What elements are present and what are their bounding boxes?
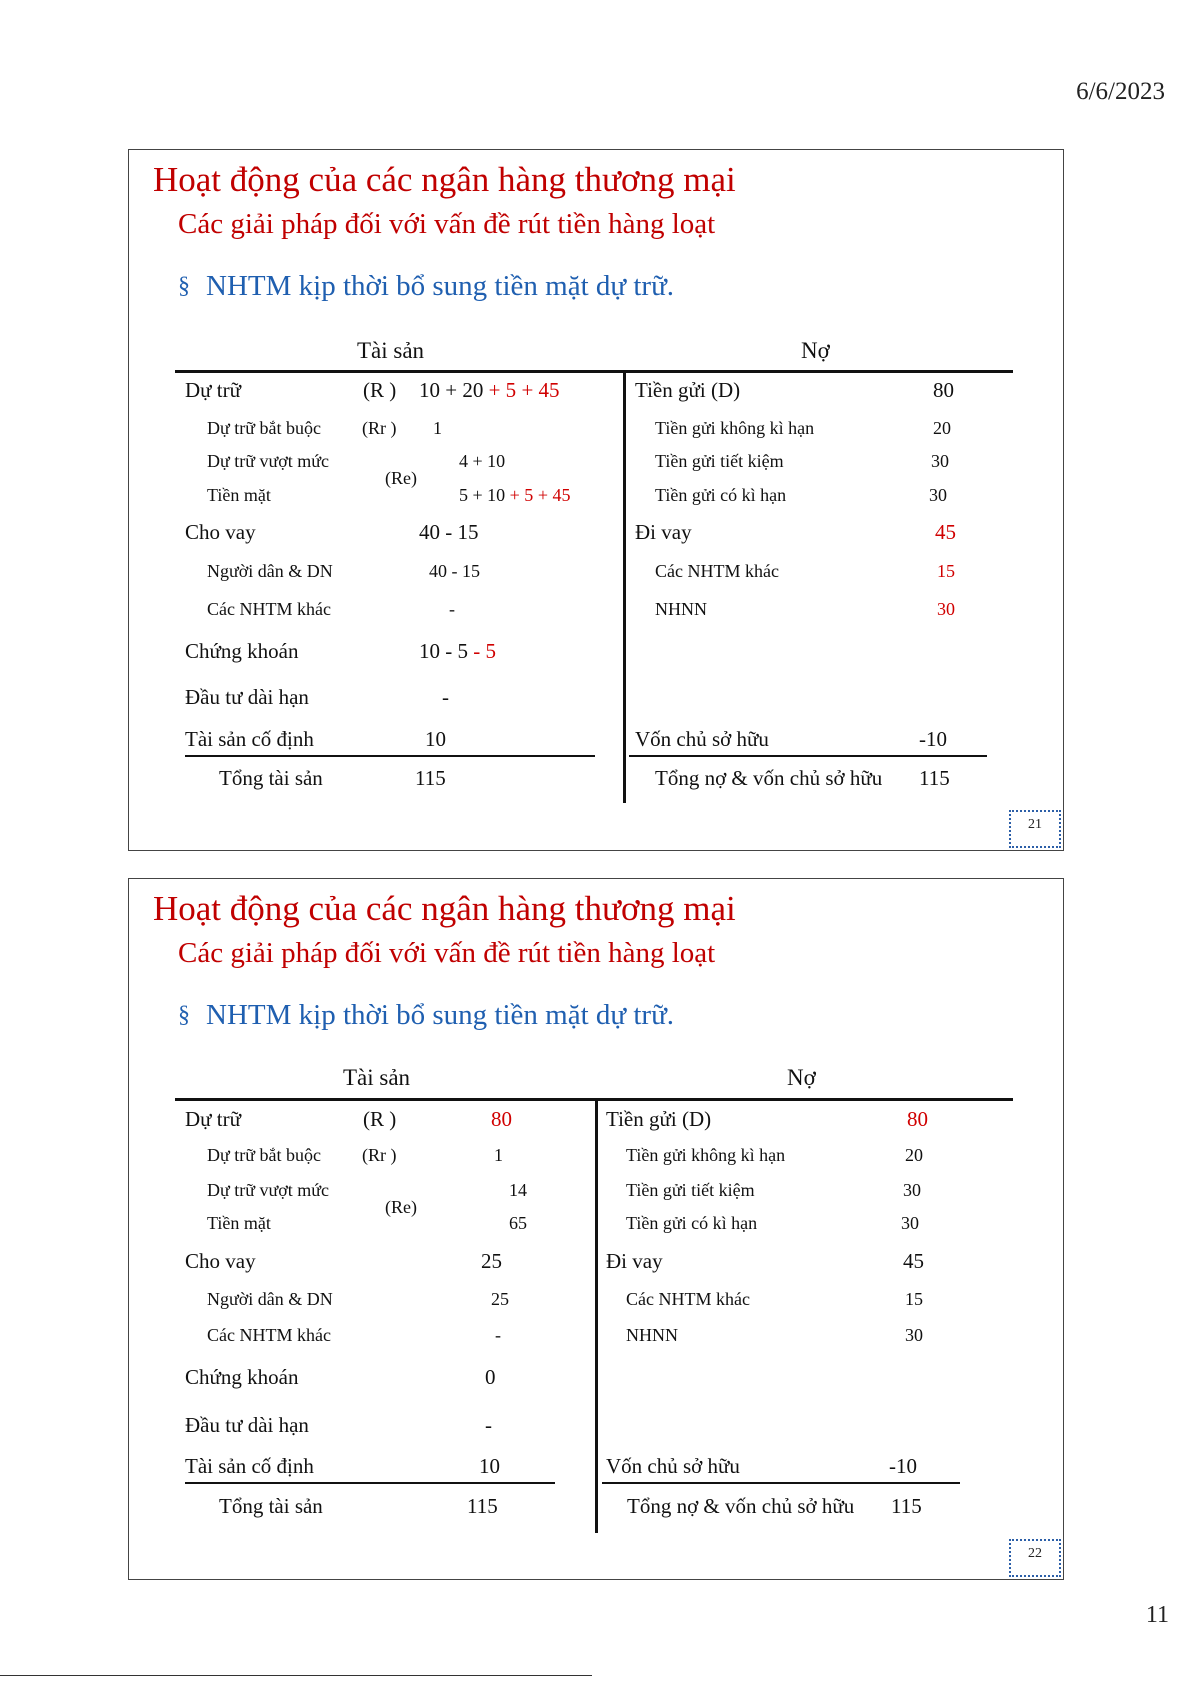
table-top-rule [175,1098,1013,1101]
other-banks-value: - [449,599,455,619]
required-reserves-value: 1 [494,1145,503,1165]
demand-deposits-label: Tiền gửi không kì hạn [626,1145,786,1165]
total-liabilities-value: 115 [891,1494,922,1518]
loans-label: Cho vay [185,1249,256,1273]
borrowings-value: 45 [935,520,956,544]
deposits-label: Tiền gửi (D) [606,1107,712,1131]
bullet-text: NHTM kịp thời bổ sung tiền mặt dự trữ. [206,270,675,302]
total-assets-value: 115 [415,766,446,790]
other-banks-value: - [495,1325,501,1345]
cash-label: Tiền mặt [207,485,271,505]
borrowings-label: Đi vay [635,520,692,544]
term-deposits-value: 30 [929,485,947,505]
savings-deposits-value: 30 [931,451,949,471]
slide-bullet [178,270,674,303]
reserves-code: (R ) [363,378,397,402]
page-date: 6/6/2023 [1076,78,1165,105]
assets-header: Tài sản [357,338,425,363]
longterm-investment-value: - [485,1413,492,1437]
fixed-assets-value: 10 [479,1454,500,1478]
slide-subtitle: Các giải pháp đối với vấn đề rút tiền hàng loạt [178,208,716,240]
term-deposits-label: Tiền gửi có kì hạn [626,1213,758,1233]
liabilities-header: Nợ [787,1065,816,1090]
cash-label: Tiền mặt [207,1213,271,1233]
cash-value: 65 [509,1213,527,1233]
assets-total-rule [185,755,595,757]
deposits-value: 80 [933,378,954,402]
loans-value: 25 [481,1249,502,1273]
sbv-label: NHNN [655,599,707,619]
required-reserves-label: Dự trữ bắt buộc [207,1145,321,1165]
sbv-value: 30 [905,1325,923,1345]
sbv-value: 30 [937,599,955,619]
equity-value: -10 [889,1454,917,1478]
securities-value: 10 - 5 - 5 [419,639,496,663]
deposits-label: Tiền gửi (D) [635,378,741,402]
households-label: Người dân & DN [207,1289,333,1309]
borrow-banks-value: 15 [905,1289,923,1309]
total-liabilities-value: 115 [919,766,950,790]
slide-bullet [178,999,674,1032]
required-reserves-code: (Rr ) [362,418,397,438]
liabilities-header: Nợ [801,338,830,363]
securities-label: Chứng khoán [185,639,299,663]
total-assets-label: Tổng tài sản [219,1494,323,1518]
bullet-text: NHTM kịp thời bổ sung tiền mặt dự trữ. [206,999,675,1031]
required-reserves-value: 1 [433,418,442,438]
slide-title: Hoạt động của các ngân hàng thương mại [153,160,736,199]
total-assets-value: 115 [467,1494,498,1518]
cash-value: 5 + 10 + 5 + 45 [459,485,571,505]
securities-label: Chứng khoán [185,1365,299,1389]
demand-deposits-value: 20 [933,418,951,438]
borrowings-value: 45 [903,1249,924,1273]
liabilities-total-rule [602,1482,960,1484]
reserves-value: 10 + 20 + 5 + 45 [419,378,560,402]
slide-number: 22 [1009,1539,1061,1577]
demand-deposits-label: Tiền gửi không kì hạn [655,418,815,438]
fixed-assets-label: Tài sản cố định [185,1454,314,1478]
loans-value: 40 - 15 [419,520,479,544]
table-divider [623,371,626,803]
excess-reserves-label: Dự trữ vượt mức [207,451,330,471]
required-reserves-code: (Rr ) [362,1145,397,1165]
households-value: 40 - 15 [429,561,480,581]
slide-22 [128,878,1064,1580]
assets-header: Tài sản [343,1065,411,1090]
equity-label: Vốn chủ sở hữu [635,727,769,751]
households-label: Người dân & DN [207,561,333,581]
other-banks-label: Các NHTM khác [207,1325,331,1345]
footer-rule [0,1675,592,1676]
re-code: (Re) [385,468,417,488]
longterm-investment-label: Đầu tư dài hạn [185,685,309,709]
longterm-investment-label: Đầu tư dài hạn [185,1413,309,1437]
excess-reserves-label: Dự trữ vượt mức [207,1180,330,1200]
total-assets-label: Tổng tài sản [219,766,323,790]
slide-subtitle: Các giải pháp đối với vấn đề rút tiền hàng loạt [178,937,716,969]
borrow-banks-label: Các NHTM khác [626,1289,750,1309]
re-code: (Re) [385,1197,417,1217]
table-divider [595,1099,598,1533]
longterm-investment-value: - [442,685,449,709]
page-number: 11 [1145,1602,1169,1628]
table-top-rule [175,370,1013,373]
other-banks-label: Các NHTM khác [207,599,331,619]
total-liabilities-label: Tổng nợ & vốn chủ sở hữu [655,766,883,790]
savings-deposits-label: Tiền gửi tiết kiệm [626,1180,755,1200]
assets-total-rule [185,1482,555,1484]
demand-deposits-value: 20 [905,1145,923,1165]
slide-title: Hoạt động của các ngân hàng thương mại [153,889,736,928]
term-deposits-value: 30 [901,1213,919,1233]
slide-number: 21 [1009,810,1061,848]
reserves-label: Dự trữ [185,1107,242,1131]
deposits-value: 80 [907,1107,928,1131]
excess-reserves-value: 14 [509,1180,527,1200]
equity-label: Vốn chủ sở hữu [606,1454,740,1478]
reserves-label: Dự trữ [185,378,242,402]
liabilities-total-rule [629,755,987,757]
equity-value: -10 [919,727,947,751]
fixed-assets-value: 10 [425,727,446,751]
bullet-mark-icon: § [178,1002,190,1028]
borrow-banks-label: Các NHTM khác [655,561,779,581]
households-value: 25 [491,1289,509,1309]
savings-deposits-value: 30 [903,1180,921,1200]
reserves-code: (R ) [363,1107,397,1131]
borrowings-label: Đi vay [606,1249,663,1273]
reserves-value: 80 [491,1107,512,1131]
savings-deposits-label: Tiền gửi tiết kiệm [655,451,784,471]
total-liabilities-label: Tổng nợ & vốn chủ sở hữu [627,1494,855,1518]
required-reserves-label: Dự trữ bắt buộc [207,418,321,438]
sbv-label: NHNN [626,1325,678,1345]
slide-21 [128,149,1064,851]
loans-label: Cho vay [185,520,256,544]
term-deposits-label: Tiền gửi có kì hạn [655,485,787,505]
securities-value: 0 [485,1365,496,1389]
fixed-assets-label: Tài sản cố định [185,727,314,751]
excess-reserves-value: 4 + 10 [459,451,506,471]
bullet-mark-icon: § [178,273,190,299]
borrow-banks-value: 15 [937,561,955,581]
